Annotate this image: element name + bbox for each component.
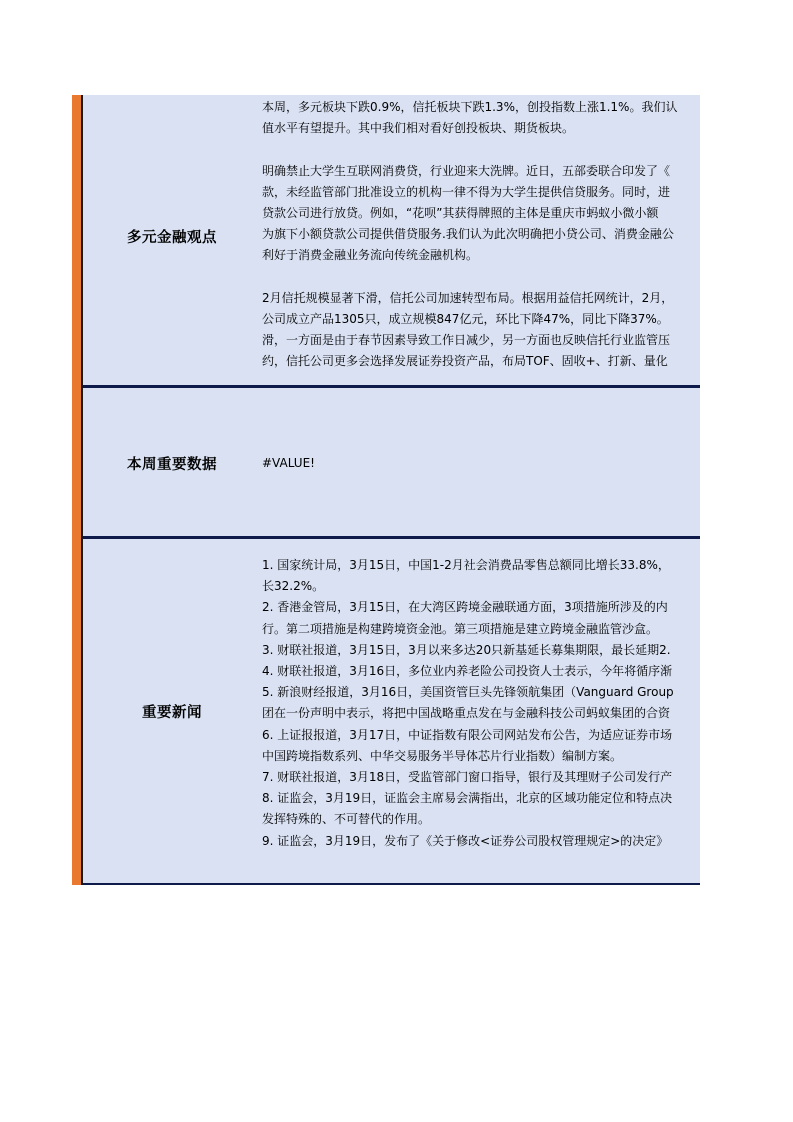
- views-text-line: 利好于消费金融业务流向传统金融机构。: [262, 248, 479, 263]
- news-text-line: 5. 新浪财经报道，3月16日，美国资管巨头先锋领航集团（Vanguard Group: [262, 685, 674, 700]
- news-text-line: 行。第二项措施是构建跨境资金池。第三项措施是建立跨境金融监管沙盒。: [262, 621, 659, 636]
- data-section-value: #VALUE!: [262, 456, 315, 470]
- news-text-line: 长32.2%。: [262, 579, 325, 594]
- news-text-line: 7. 财联社报道，3月18日，受监管部门窗口指导，银行及其理财子公司发行产: [262, 770, 673, 785]
- views-text-line: 2月信托规模显著下滑，信托公司加速转型布局。根据用益信托网统计，2月，: [262, 290, 674, 305]
- paragraph-spacer: [262, 139, 700, 160]
- views-section-label: 多元金融观点: [127, 230, 217, 246]
- views-text-line: 为旗下小额贷款公司提供借贷服务.我们认为此次明确把小贷公司、消费金融公: [262, 227, 674, 242]
- news-text-line: 发挥特殊的、不可替代的作用。: [262, 812, 431, 827]
- views-text-line: 值水平有望提升。其中我们相对看好创投板块、期货板块。: [262, 121, 575, 136]
- news-section-content: [262, 555, 700, 852]
- views-text-line: 款，未经监管部门批准设立的机构一律不得为大学生提供信贷服务。同时，进: [262, 184, 671, 199]
- section-divider: [83, 536, 700, 539]
- news-text-line: 4. 财联社报道，3月16日，多位业内养老险公司投资人士表示，今年将循序渐: [262, 664, 673, 679]
- views-text-line: 公司成立产品1305只，成立规模847亿元，环比下降47%，同比下降37%。: [262, 312, 669, 326]
- news-text-line: 中国跨境指数系列、中华交易服务半导体芯片行业指数）编制方案。: [262, 748, 623, 763]
- news-text-line: 6. 上证报报道，3月17日，中证指数有限公司网站发布公告，为适应证券市场: [262, 727, 673, 742]
- sheet-bottom-border: [83, 883, 700, 885]
- views-text-line: 本周，多元板块下跌0.9%，信托板块下跌1.3%，创投指数上涨1.1%。我们认: [262, 100, 678, 114]
- views-text-line: 贷款公司进行放贷。例如，“花呗”其获得牌照的主体是重庆市蚂蚁小微小额: [262, 206, 659, 220]
- views-text-line: 滑，一方面是由于春节因素导致工作日减少，另一方面也反映信托行业监管压: [262, 333, 671, 348]
- paragraph-spacer: [262, 267, 700, 288]
- views-text-line: 约，信托公司更多会选择发展证券投资产品，布局TOF、固收+、打新、量化: [262, 354, 668, 369]
- data-section-label: 本周重要数据: [127, 457, 217, 473]
- news-text-line: 8. 证监会，3月19日，证监会主席易会满指出，北京的区域功能定位和特点决: [262, 791, 673, 806]
- views-text-line: 明确禁止大学生互联网消费贷，行业迎来大洗牌。近日，五部委联合印发了《: [262, 163, 671, 178]
- news-text-line: 3. 财联社报道，3月15日，3月以来多达20只新基延长募集期限，最长延期2.: [262, 642, 671, 657]
- views-section-content: [262, 97, 700, 373]
- news-text-line: 2. 香港金管局，3月15日，在大湾区跨境金融联通方面，3项措施所涉及的内: [262, 600, 668, 615]
- section-divider: [83, 385, 700, 388]
- news-text-line: 团在一份声明中表示，将把中国战略重点发在与金融科技公司蚂蚁集团的合资: [262, 706, 671, 721]
- report-sheet: [83, 95, 700, 885]
- news-text-line: 9. 证监会，3月19日，发布了《关于修改<证券公司股权管理规定>的决定》: [262, 833, 669, 848]
- news-text-line: 1. 国家统计局，3月15日，中国1-2月社会消费品零售总额同比增长33.8%，: [262, 558, 670, 572]
- left-accent-bar: [72, 95, 81, 885]
- news-section-label: 重要新闻: [142, 705, 202, 721]
